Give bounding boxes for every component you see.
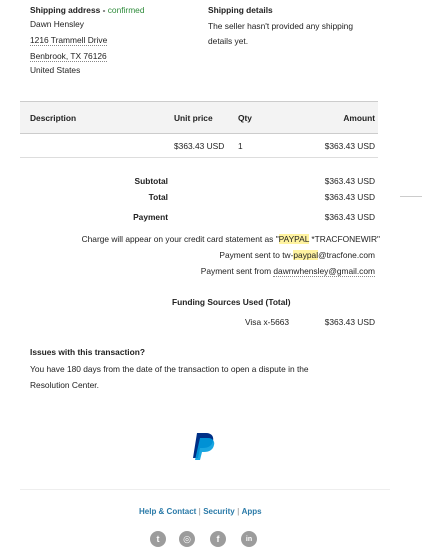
item-qty: 1 — [238, 141, 243, 151]
sent-from-email[interactable]: dawnwhensley@gmail.com — [273, 266, 375, 276]
address-status: confirmed — [107, 5, 145, 15]
help-contact-link[interactable]: Help & Contact — [139, 507, 197, 516]
address-street[interactable]: 1216 Trammell Drive — [30, 35, 108, 45]
footer-divider — [20, 489, 390, 490]
instagram-icon[interactable]: ◎ — [179, 531, 195, 547]
subtotal-label: Subtotal — [134, 176, 168, 186]
statement-suffix: *TRACFONEWIR" — [309, 234, 380, 244]
col-amount: Amount — [343, 113, 375, 123]
payment-value: $363.43 USD — [324, 212, 375, 222]
twitter-icon[interactable]: t — [150, 531, 166, 547]
address-city[interactable]: Benbrook, TX 76126 — [30, 51, 107, 61]
funding-amount: $363.43 USD — [324, 317, 375, 327]
security-link[interactable]: Security — [203, 507, 235, 516]
shipping-details-label: Shipping details — [208, 5, 273, 15]
footer-links — [139, 506, 262, 516]
sent-to-highlight: paypal — [293, 250, 319, 260]
shipping-address-header — [30, 5, 145, 15]
issues-line2: Resolution Center. — [30, 380, 99, 390]
issues-title: Issues with this transaction? — [30, 347, 145, 357]
item-unit-price: $363.43 USD — [174, 141, 225, 151]
footer-sep-1: | — [198, 506, 201, 516]
total-label: Total — [148, 192, 168, 202]
shipping-address-label: Shipping address - — [30, 5, 106, 15]
payment-label: Payment — [133, 212, 168, 222]
sent-from-prefix: Payment sent from — [200, 266, 274, 276]
recipient-name: Dawn Hensley — [30, 19, 84, 29]
item-amount: $363.43 USD — [324, 141, 375, 151]
facebook-icon[interactable]: f — [210, 531, 226, 547]
col-description: Description — [30, 113, 77, 123]
total-value: $363.43 USD — [324, 192, 375, 202]
apps-link[interactable]: Apps — [241, 507, 262, 516]
col-qty: Qty — [238, 113, 252, 123]
row-divider — [20, 157, 378, 158]
funding-title: Funding Sources Used (Total) — [172, 297, 291, 307]
side-divider — [400, 196, 422, 197]
sent-to-suffix: @tracfone.com — [318, 250, 375, 260]
statement-highlight: PAYPAL — [278, 234, 310, 244]
shipping-details-line1: The seller hasn't provided any shipping — [208, 21, 353, 31]
col-unit-price: Unit price — [174, 113, 213, 123]
statement-prefix: Charge will appear on your credit card statement as " — [81, 234, 279, 244]
issues-line1: You have 180 days from the date of the transaction to open a dispute in the — [30, 364, 309, 374]
payment-sent-to — [40, 250, 375, 260]
statement-line — [40, 234, 380, 244]
sent-to-prefix: Payment sent to tw- — [219, 250, 294, 260]
linkedin-icon[interactable]: in — [241, 531, 257, 547]
funding-source: Visa x-5663 — [245, 317, 290, 327]
footer-sep-2: | — [237, 506, 240, 516]
payment-sent-from — [40, 266, 375, 276]
shipping-details-line2: details yet. — [208, 36, 249, 46]
subtotal-value: $363.43 USD — [324, 176, 375, 186]
address-country: United States — [30, 65, 81, 75]
paypal-logo-icon — [190, 431, 216, 461]
